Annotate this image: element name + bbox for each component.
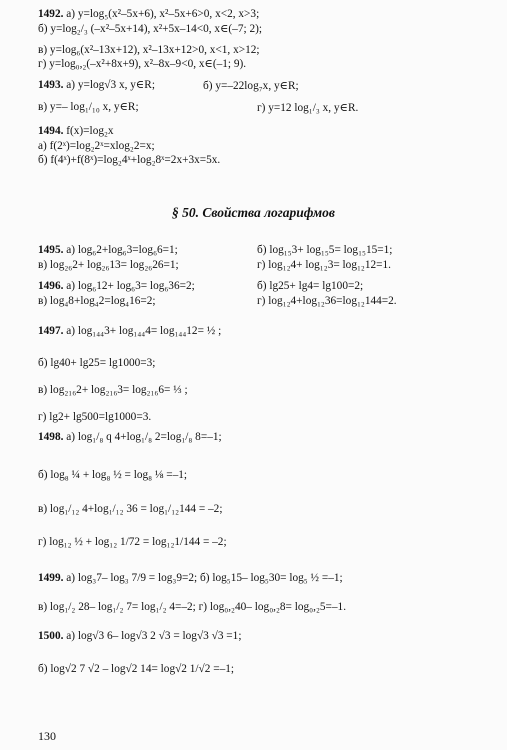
problem-number: 1498. [38, 431, 64, 443]
problem-1497-d: г) lg2+ lg500=lg1000=3. [38, 411, 152, 423]
problem-1495-d: г) log₁₂4+ log₁₂3= log₁₂12=1. [257, 259, 391, 271]
problem-number: 1499. [38, 572, 64, 584]
problem-1496-d: г) log₁₂4+log₁₂36=log₁₂144=2. [257, 295, 397, 307]
problem-1494-a: а) f(2ˣ)=log₂2ˣ=xlog₂2=x; [38, 140, 155, 152]
problem-number: 1500. [38, 630, 64, 642]
problem-1499-a: 1499. а) log₃7– log₃ 7/9 = log₃9=2; б) log₅15– log₅30= log₅ ½ =–1; [38, 572, 343, 584]
problem-1497-a: 1497. а) log₁₄₄3+ log₁₄₄4= log₁₄₄12= ½ ; [38, 325, 222, 337]
problem-1498-c: в) log₁/₁₂ 4+log₁/₁₂ 36 = log₁/₁₂144 = –2; [38, 503, 223, 515]
problem-1495-a: 1495. а) log₆2+log₆3=log₆6=1; [38, 244, 178, 256]
problem-1492-c: в) y=log₆(x²–13x+12), x²–13x+12>0, x<1, x>12; [38, 44, 260, 56]
problem-1492-d: г) y=log₀,₂(–x²+8x+9), x²–8x–9<0, x∈(–1; 9). [38, 58, 247, 70]
problem-1496-a: 1496. а) log₆12+ log₆3= log₆36=2; [38, 280, 195, 292]
problem-1494-b: б) f(4ˣ)+f(8ˣ)=log₂4ˣ+log₂8ˣ=2x+3x=5x. [38, 154, 221, 166]
problem-1500-a: 1500. а) log√3 6– log√3 2 √3 = log√3 √3 =1; [38, 630, 242, 642]
problem-number: 1492. [38, 8, 64, 20]
problem-1495-c: в) log₂₆2+ log₂₆13= log₂₆26=1; [38, 259, 179, 271]
problem-number: 1497. [38, 325, 64, 337]
problem-number: 1495. [38, 244, 64, 256]
problem-1497-b: б) lg40+ lg25= lg1000=3; [38, 357, 156, 369]
problem-1495-b: б) log₁₅3+ log₁₅5= log₁₅15=1; [257, 244, 393, 256]
problem-number: 1494. [38, 125, 64, 137]
problem-1498-a: 1498. а) log₁/₈ q 4+log₁/₈ 2=log₁/₈ 8=–1; [38, 431, 222, 443]
problem-1500-b: б) log√2 7 √2 – log√2 14= log√2 1/√2 =–1; [38, 663, 235, 675]
problem-1492-a: 1492. а) y=log₅(x²–5x+6), x²–5x+6>0, x<2, x>3; [38, 8, 260, 20]
problem-1494: 1494. f(x)=log₂x [38, 125, 114, 137]
problem-1496-b: б) lg25+ lg4= lg100=2; [257, 280, 364, 292]
page-number: 130 [38, 729, 56, 743]
problem-1493-a: 1493. а) y=log√3 x, y∈R; [38, 79, 155, 91]
problem-1499-b: в) log₁/₂ 28– log₁/₂ 7= log₁/₂ 4=–2; г) log₀,₂40– log₀,₂8= log₀,₂5=–1. [38, 601, 347, 613]
problem-1492-b: б) y=log₂/₃ (–x²–5x+14), x²+5x–14<0, x∈(–7; 2); [38, 23, 262, 35]
problem-1493-c: в) y=– log₁/₁₀ x, y∈R; [38, 101, 139, 113]
problem-number: 1493. [38, 79, 64, 91]
problem-1493-d: г) y=12 log₁/₃ x, y∈R. [257, 102, 359, 114]
problem-1498-b: б) log₈ ¼ + log₈ ½ = log₈ ⅛ =–1; [38, 469, 188, 481]
problem-1493-b: б) y=–22log₇x, y∈R; [203, 80, 299, 92]
problem-number: 1496. [38, 280, 64, 292]
problem-1498-d: г) log₁₂ ½ + log₁₂ 1/72 = log₁₂1/144 = –2; [38, 536, 227, 548]
problem-1497-c: в) log₂₁₆2+ log₂₁₆3= log₂₁₆6= ⅓ ; [38, 384, 188, 396]
section-title: § 50. Свойства логарифмов [172, 205, 335, 220]
problem-1496-c: в) log₄8+log₄2=log₄16=2; [38, 295, 156, 307]
